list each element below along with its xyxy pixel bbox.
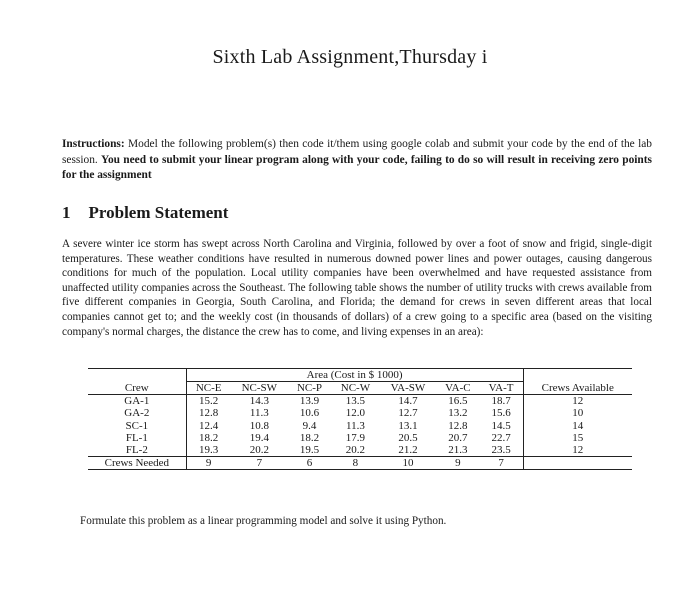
cost-cell: 14.5: [491, 419, 511, 432]
cost-cell: 14.3: [249, 395, 269, 408]
table-row: [88, 432, 632, 444]
cost-cell: 13.1: [398, 419, 418, 432]
available-cell: 12: [523, 444, 632, 457]
cost-cell: 10.8: [249, 419, 269, 432]
area-header: Area (Cost in $ 1000): [186, 369, 523, 382]
crew-cell: GA-2: [88, 407, 186, 419]
instructions-text: Model the following problem(s) then code it/them using google colab and submit your code by the end of the lab session.: [62, 138, 652, 166]
cost-cell: 21.3: [448, 444, 468, 457]
cost-cell: 20.7: [448, 431, 468, 444]
crew-header: Crew: [88, 382, 186, 395]
needed-cell: 8: [331, 457, 380, 470]
cost-cell: 18.2: [299, 431, 320, 444]
cost-cell: 13.5: [345, 395, 366, 408]
cost-cell: 12.4: [199, 419, 219, 432]
instructions-bold-text: You need to submit your linear program along with your code, failing to do so will result in receiving zero points for the assignment: [62, 153, 652, 181]
cost-cell: 19.4: [249, 431, 269, 444]
cost-table-wrap: [88, 368, 632, 472]
cost-cell: 13.2: [448, 407, 468, 420]
cost-cell: 18.7: [491, 395, 511, 408]
cost-cell: 12.0: [345, 407, 366, 420]
cost-cell: 22.7: [491, 431, 511, 444]
needed-label: Crews Needed: [88, 457, 186, 470]
needed-cell: 7: [231, 457, 288, 470]
page-title: Sixth Lab Assignment,Thursday i: [212, 46, 488, 68]
section-number: 1: [62, 203, 71, 222]
crew-cell: FL-2: [88, 444, 186, 457]
crews-needed-row: [88, 457, 632, 470]
cost-table: [88, 368, 632, 472]
cost-cell: 12.8: [448, 419, 468, 432]
available-cell: 12: [523, 395, 632, 408]
table-row: [88, 420, 632, 432]
formulate-text: Formulate this problem as a linear programming model and solve it using Python.: [80, 515, 447, 527]
section-heading: [62, 203, 228, 223]
needed-cell: 6: [288, 457, 331, 470]
table-row: [88, 444, 632, 457]
needed-cell: 9: [186, 457, 231, 470]
problem-text: A severe winter ice storm has swept across North Carolina and Virginia, followed by over a foot of snow and frigid, single-digit temperatures. These weather conditions have resulted in numerous downed power lines and power outages, causing dangerous conditions for much of the population. Local utility companies have been overwhelmed and have requested assistance from unaffected utility companies across the Southeast. The following table shows the number of utility trucks with crews available from five different companies in Georgia, South Carolina, and Florida; the demand for crews in seven different areas that local companies cannot get to; and the weekly cost (in thousands of dollars) of a crew going to a specific area (based on the visiting company's normal charges, the distance the crew has to come, and living expenses in an area):: [62, 238, 652, 338]
instructions-paragraph: [62, 137, 652, 184]
cost-cell: 19.3: [199, 444, 219, 457]
needed-cell: 10: [380, 457, 436, 470]
area-header-cell: NC-P: [288, 382, 331, 395]
area-header-cell: NC-SW: [231, 382, 288, 395]
area-header-cell: VA-SW: [380, 382, 436, 395]
cost-cell: 14.7: [398, 395, 418, 408]
cost-cell: 20.5: [398, 431, 418, 444]
cost-cell: 12.7: [398, 407, 418, 420]
available-cell: 10: [523, 407, 632, 419]
cost-cell: 15.6: [491, 407, 511, 420]
cost-cell: 20.2: [345, 444, 366, 457]
crew-cell: GA-1: [88, 395, 186, 408]
cost-cell: 12.8: [199, 407, 219, 420]
available-header: Crews Available: [523, 382, 632, 395]
table-row: [88, 395, 632, 408]
area-header-cell: VA-C: [436, 382, 480, 395]
table-row: [88, 407, 632, 419]
instructions-label: Instructions:: [62, 138, 125, 150]
cost-cell: 15.2: [199, 395, 219, 408]
area-header-cell: NC-E: [186, 382, 231, 395]
section-title: Problem Statement: [88, 203, 229, 222]
available-cell: 14: [523, 420, 632, 432]
cost-cell: 9.4: [302, 419, 317, 432]
cost-cell: 13.9: [299, 395, 320, 408]
area-header-cell: VA-T: [480, 382, 523, 395]
available-cell: 15: [523, 432, 632, 444]
crew-cell: FL-1: [88, 432, 186, 444]
needed-cell: 9: [436, 457, 480, 470]
cost-cell: 18.2: [199, 431, 219, 444]
cost-cell: 23.5: [491, 444, 511, 457]
cost-cell: 16.5: [448, 395, 468, 408]
cost-cell: 21.2: [398, 444, 418, 457]
cost-cell: 20.2: [249, 444, 269, 457]
crew-cell: SC-1: [88, 420, 186, 432]
cost-cell: 19.5: [299, 444, 320, 457]
cost-cell: 11.3: [249, 407, 269, 420]
cost-cell: 10.6: [299, 407, 320, 420]
area-header-cell: NC-W: [331, 382, 380, 395]
needed-cell: 7: [480, 457, 523, 470]
cost-cell: 11.3: [346, 419, 365, 432]
cost-cell: 17.9: [345, 431, 366, 444]
